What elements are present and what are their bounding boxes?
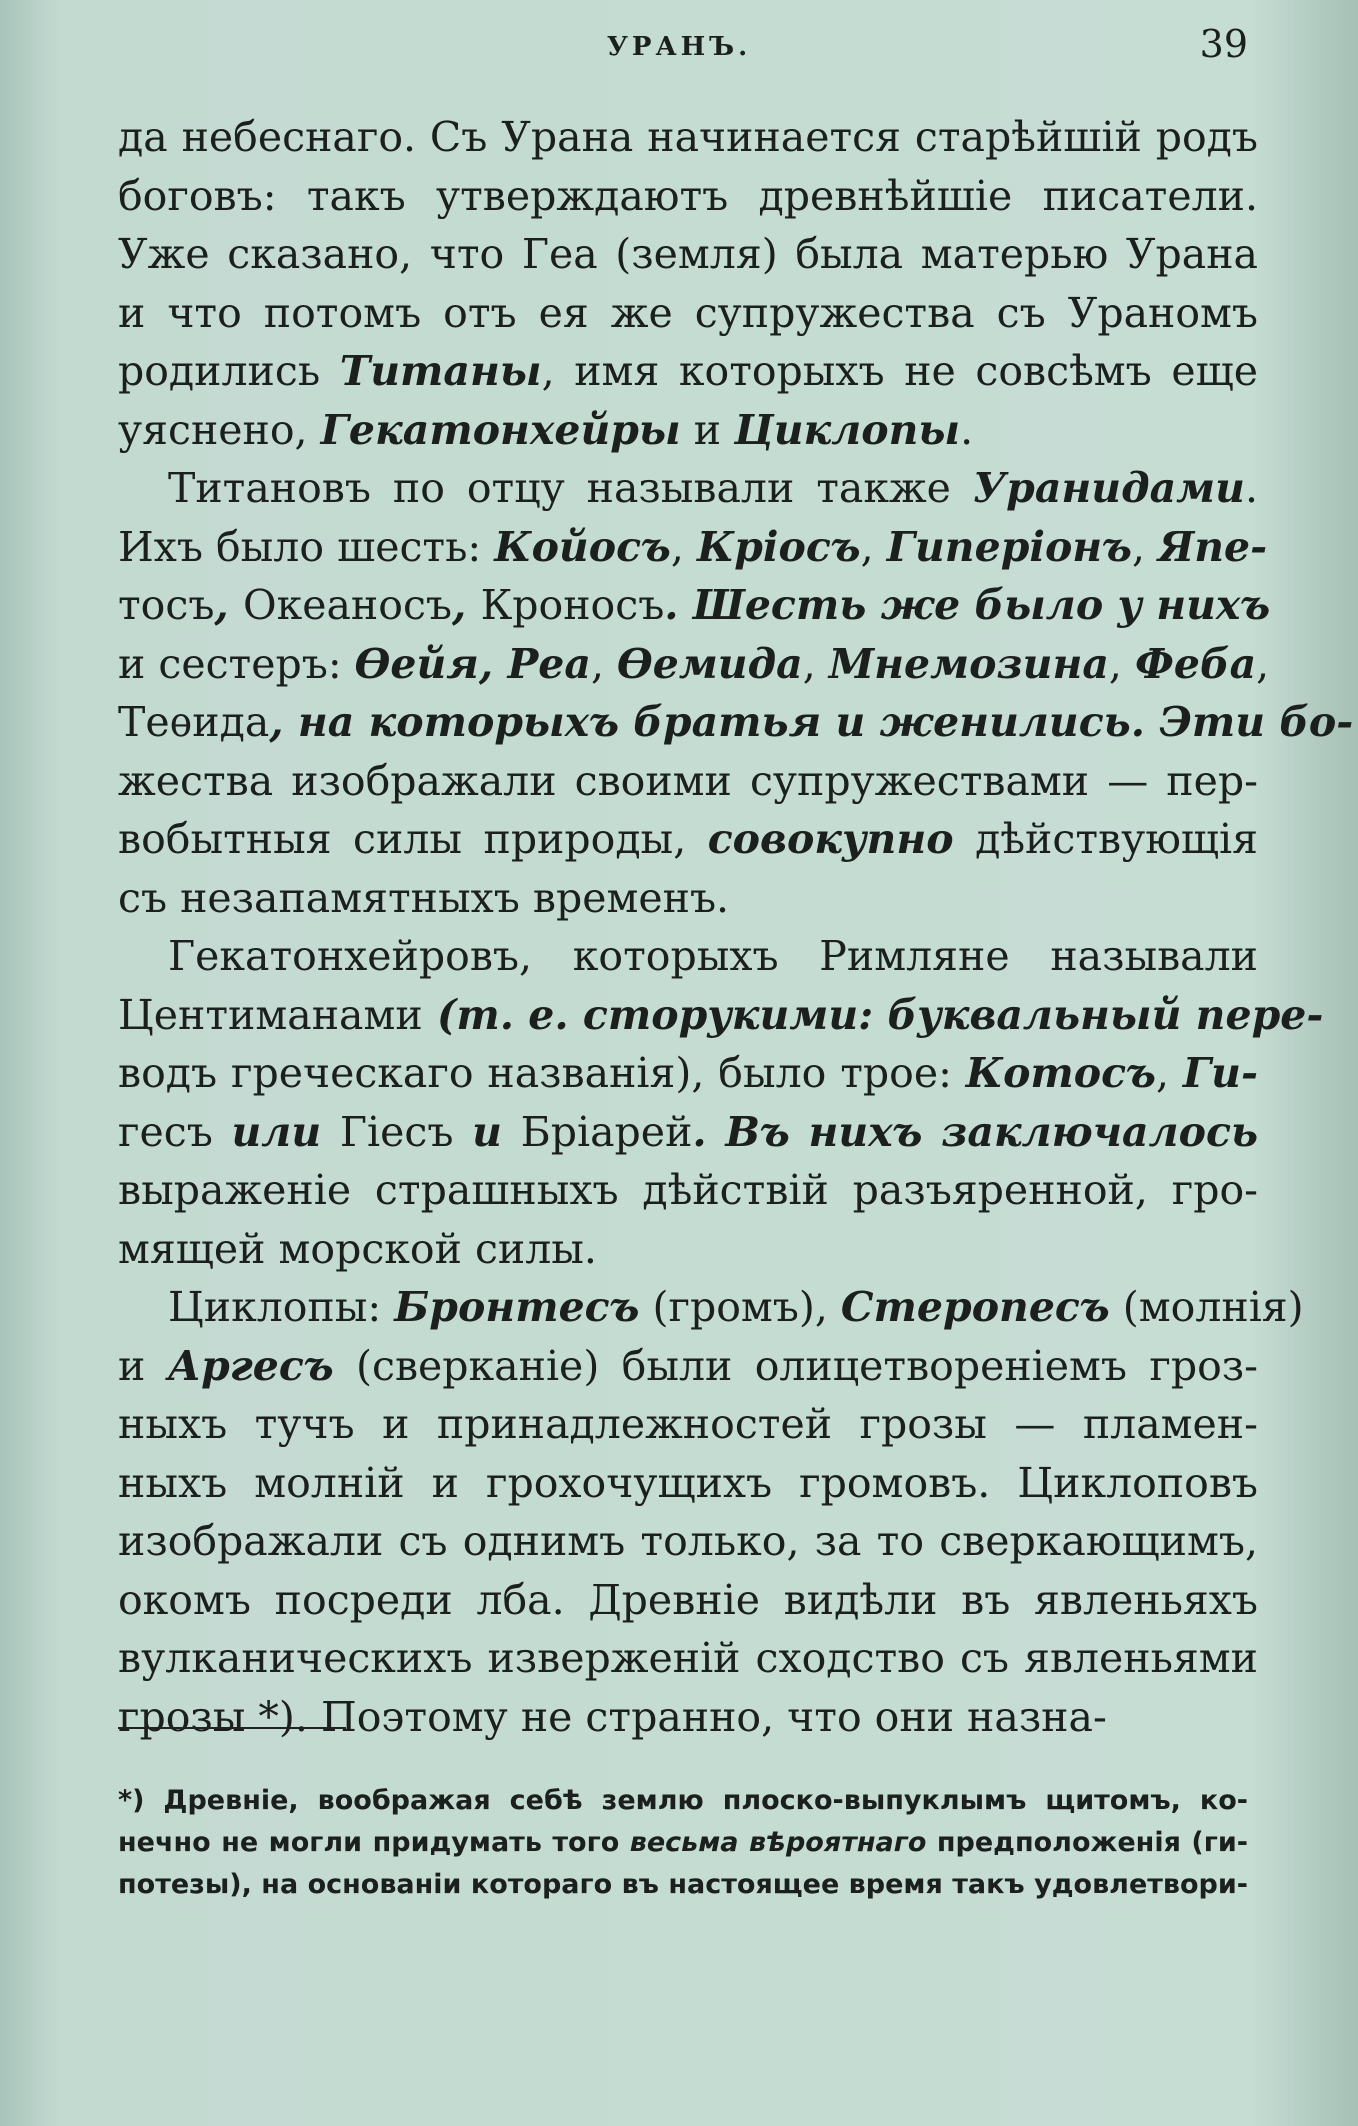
text-run: Ихъ было шесть: — [118, 522, 495, 571]
emphasized-term: Феба — [1134, 639, 1257, 688]
text-run: , — [670, 522, 697, 571]
emphasized-term: Циклопы — [734, 405, 961, 454]
text-run: да небеснаго. Съ Урана начинается старѣйшій родъ — [118, 113, 1258, 161]
emphasized-term: Ги- — [1182, 1049, 1258, 1097]
text-run: вобытныя силы природы, — [118, 815, 708, 863]
emphasized-term: Япе- — [1158, 522, 1268, 571]
body-line — [118, 167, 1258, 226]
running-title: УРАНЪ. — [606, 32, 752, 62]
body-line — [118, 1454, 1258, 1513]
footnote-line — [118, 1864, 1248, 1906]
body-line — [118, 1337, 1258, 1396]
emphasized-term: и — [453, 1107, 521, 1156]
body-line — [118, 752, 1258, 811]
text-run: , — [1155, 1049, 1183, 1097]
emphasized-term: . Шесть же было у нихъ — [664, 581, 1271, 629]
text-run: Уже сказано, что Геа (земля) была матерью Урана — [118, 230, 1258, 278]
emphasized-term: или — [212, 1107, 340, 1156]
text-run: тосъ — [118, 581, 215, 629]
text-run: изображали съ однимъ только, за то сверкающимъ, — [118, 1517, 1258, 1565]
body-line — [118, 693, 1354, 752]
text-run: съ незапамятныхъ временъ. — [118, 873, 730, 922]
text-run: ныхъ тучъ и принадлежностей грозы — пламен- — [118, 1400, 1258, 1448]
text-run: Циклопы: — [168, 1283, 395, 1331]
emphasized-term: , на которыхъ братья и женились. Эти бо- — [269, 698, 1354, 746]
emphasized-term: Мнемозина — [828, 639, 1109, 688]
emphasized-term: Титаны — [339, 347, 542, 395]
emphasized-term: Койосъ — [494, 522, 671, 571]
body-line — [118, 225, 1258, 284]
emphasized-term: (т. е. сторукими: буквальный пере- — [422, 990, 1324, 1039]
text-run: мящей морской силы. — [118, 1224, 597, 1273]
emphasized-term: , — [214, 581, 243, 629]
emphasized-term: Ѳемида — [617, 639, 803, 688]
emphasized-term: Ѳейя, Реа — [354, 639, 591, 688]
text-run: и что потомъ отъ ея же супружества съ Ураномъ — [118, 288, 1258, 337]
text-run: Океаносъ — [242, 581, 452, 629]
text-run: уяснено, — [118, 405, 321, 454]
emphasized-term: . Въ нихъ заключалось — [692, 1107, 1258, 1156]
body-line — [118, 1103, 1258, 1162]
emphasized-term: Гиперіонъ — [886, 522, 1132, 571]
text-run: , имя которыхъ не совсѣмъ еще — [541, 347, 1258, 395]
body-line — [118, 869, 1258, 928]
text-run: Кроносъ — [480, 581, 665, 629]
text-run: Гіесъ — [339, 1107, 454, 1156]
text-run: гесъ — [118, 1107, 213, 1156]
emphasized-term: Стеропесъ — [840, 1283, 1110, 1331]
body-line — [118, 810, 1258, 869]
body-line — [118, 1220, 1258, 1279]
text-run: и — [680, 405, 735, 454]
text-run: (громъ), — [639, 1283, 841, 1331]
text-run: грозы *). Поэтому не странно, что они назна- — [118, 1692, 1107, 1741]
body-line — [118, 1395, 1258, 1454]
body-line — [118, 401, 1258, 460]
footnote-rule — [118, 1727, 346, 1729]
body-line — [118, 1688, 1258, 1747]
text-run: и сестеръ: — [118, 639, 355, 688]
text-run: (молнія) — [1109, 1283, 1304, 1331]
text-run: , — [590, 639, 618, 688]
text-run: нечно не могли придумать того — [118, 1827, 630, 1858]
page-number: 39 — [1199, 22, 1248, 66]
text-run: предположенія (ги- — [926, 1827, 1248, 1858]
text-run: дѣйствующія — [953, 815, 1259, 863]
emphasized-term: Гекатонхейры — [320, 405, 681, 454]
text-run: , — [1256, 639, 1270, 688]
text-run: боговъ: такъ утверждаютъ древнѣйшіе писатели. — [118, 171, 1258, 220]
body-line — [118, 986, 1324, 1045]
text-run: Гекатонхейровъ, которыхъ Римляне называли — [168, 932, 1258, 980]
body-line — [118, 927, 1258, 986]
body-text — [118, 108, 1354, 1746]
body-line — [118, 1044, 1258, 1103]
text-run: Бріарей — [520, 1107, 693, 1156]
text-run: ныхъ молній и грохочущихъ громовъ. Циклоповъ — [118, 1458, 1258, 1507]
body-line — [118, 342, 1258, 401]
text-run: и — [118, 1341, 168, 1390]
text-run: окомъ посреди лба. Древніе видѣли въ явленьяхъ — [118, 1575, 1258, 1624]
text-run: . — [960, 405, 974, 454]
body-line — [118, 1161, 1258, 1220]
text-run: , — [1108, 639, 1135, 688]
text-run: *) Древніе, воображая себѣ землю плоско-выпуклымъ щитомъ, ко- — [118, 1785, 1248, 1816]
text-run: жества изображали своими супружествами — пер- — [118, 756, 1258, 805]
body-line — [118, 635, 1270, 694]
emphasized-term: Котосъ — [965, 1049, 1156, 1097]
emphasized-term: Кріосъ — [696, 522, 861, 571]
emphasized-term: совокупно — [707, 815, 954, 863]
emphasized-term: Уранидами — [972, 464, 1245, 512]
text-run: водъ греческаго названія), было трое: — [118, 1049, 966, 1097]
emphasized-term: Аргесъ — [167, 1341, 334, 1390]
body-line — [118, 459, 1258, 518]
text-run: Теѳида — [118, 698, 270, 746]
emphasized-term: весьма вѣроятнаго — [629, 1827, 927, 1858]
page-header — [0, 22, 1358, 82]
body-line — [118, 1278, 1304, 1337]
text-run: (сверканіе) были олицетвореніемъ гроз- — [333, 1341, 1258, 1390]
body-line — [118, 1571, 1258, 1630]
body-line — [118, 108, 1258, 167]
text-run: Титановъ по отцу называли также — [168, 464, 973, 512]
footnote-line — [118, 1822, 1248, 1864]
text-run: потезы), на основаніи котораго въ настоящее время такъ удовлетвори- — [118, 1869, 1248, 1900]
body-line — [118, 518, 1268, 577]
text-run: вулканическихъ изверженій сходство съ явленьями — [118, 1634, 1258, 1682]
text-run: , — [1132, 522, 1159, 571]
text-run: выраженіе страшныхъ дѣйствій разъяренной, гро- — [118, 1166, 1258, 1214]
body-line — [118, 1512, 1258, 1571]
emphasized-term: , — [452, 581, 481, 629]
body-line — [118, 1629, 1258, 1688]
footnote-line — [118, 1780, 1248, 1822]
text-run: Центиманами — [118, 990, 423, 1039]
emphasized-term: Бронтесъ — [394, 1283, 640, 1331]
text-run: . — [1244, 464, 1258, 512]
text-run: родились — [118, 347, 340, 395]
text-run: , — [802, 639, 829, 688]
body-line — [118, 284, 1258, 343]
footnote — [118, 1780, 1248, 1906]
body-line — [118, 576, 1271, 635]
text-run: , — [860, 522, 887, 571]
